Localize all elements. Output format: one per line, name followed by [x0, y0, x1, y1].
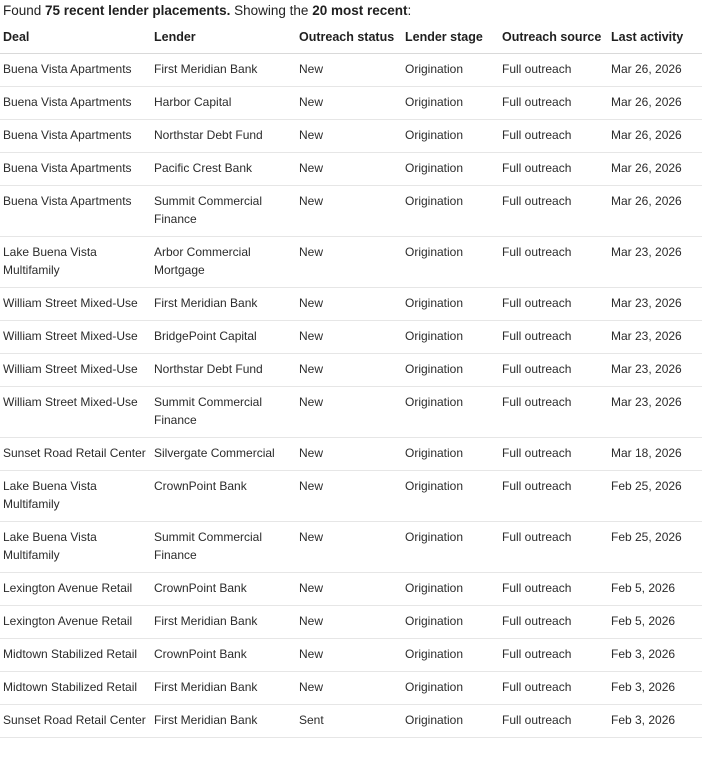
cell-lender-stage: Origination — [402, 672, 499, 705]
cell-outreach-source: Full outreach — [499, 387, 608, 438]
table-row — [0, 672, 702, 705]
table-row — [0, 153, 702, 186]
cell-lender: First Meridian Bank — [151, 705, 296, 738]
column-header-deal: Deal — [0, 24, 151, 54]
cell-deal: Buena Vista Apartments — [0, 120, 151, 153]
cell-outreach-source: Full outreach — [499, 87, 608, 120]
table-row — [0, 705, 702, 738]
table-row — [0, 87, 702, 120]
cell-lender-stage: Origination — [402, 705, 499, 738]
cell-deal: Buena Vista Apartments — [0, 54, 151, 87]
table-row — [0, 120, 702, 153]
cell-lender: Northstar Debt Fund — [151, 354, 296, 387]
cell-lender-stage: Origination — [402, 471, 499, 522]
cell-lender: Summit Commercial Finance — [151, 522, 296, 573]
cell-last-activity: Mar 23, 2026 — [608, 354, 702, 387]
table-row — [0, 54, 702, 87]
cell-deal: Buena Vista Apartments — [0, 186, 151, 237]
cell-lender: First Meridian Bank — [151, 672, 296, 705]
cell-outreach-source: Full outreach — [499, 705, 608, 738]
cell-outreach-status: New — [296, 321, 402, 354]
cell-lender: First Meridian Bank — [151, 54, 296, 87]
column-header-outreach-status: Outreach status — [296, 24, 402, 54]
cell-deal: Midtown Stabilized Retail — [0, 672, 151, 705]
cell-deal: Lexington Avenue Retail — [0, 606, 151, 639]
cell-deal: William Street Mixed-Use — [0, 288, 151, 321]
cell-lender: Summit Commercial Finance — [151, 387, 296, 438]
summary-suffix: : — [407, 3, 412, 18]
summary-middle: Showing the — [230, 3, 313, 18]
table-row — [0, 354, 702, 387]
cell-last-activity: Mar 23, 2026 — [608, 321, 702, 354]
table-header-row — [0, 24, 702, 54]
summary-prefix: Found — [3, 3, 46, 18]
cell-outreach-source: Full outreach — [499, 573, 608, 606]
cell-last-activity: Mar 26, 2026 — [608, 120, 702, 153]
cell-outreach-status: New — [296, 120, 402, 153]
cell-deal: Buena Vista Apartments — [0, 153, 151, 186]
cell-last-activity: Mar 26, 2026 — [608, 54, 702, 87]
cell-lender: CrownPoint Bank — [151, 471, 296, 522]
cell-outreach-status: New — [296, 522, 402, 573]
cell-last-activity: Mar 18, 2026 — [608, 438, 702, 471]
cell-last-activity: Feb 3, 2026 — [608, 639, 702, 672]
cell-last-activity: Mar 26, 2026 — [608, 153, 702, 186]
summary-shown: 20 most recent — [312, 3, 408, 18]
cell-outreach-status: New — [296, 639, 402, 672]
cell-outreach-status: New — [296, 438, 402, 471]
cell-lender-stage: Origination — [402, 120, 499, 153]
table-row — [0, 639, 702, 672]
cell-outreach-source: Full outreach — [499, 288, 608, 321]
cell-deal: Sunset Road Retail Center — [0, 705, 151, 738]
cell-lender-stage: Origination — [402, 321, 499, 354]
cell-deal: Midtown Stabilized Retail — [0, 639, 151, 672]
cell-last-activity: Feb 3, 2026 — [608, 672, 702, 705]
table-row — [0, 237, 702, 288]
cell-last-activity: Mar 23, 2026 — [608, 387, 702, 438]
cell-outreach-source: Full outreach — [499, 606, 608, 639]
table-row — [0, 438, 702, 471]
cell-outreach-source: Full outreach — [499, 120, 608, 153]
cell-deal: Lake Buena Vista Multifamily — [0, 471, 151, 522]
column-header-outreach-source: Outreach source — [499, 24, 608, 54]
cell-last-activity: Mar 23, 2026 — [608, 288, 702, 321]
table-row — [0, 606, 702, 639]
cell-outreach-status: New — [296, 354, 402, 387]
cell-outreach-status: New — [296, 672, 402, 705]
cell-outreach-status: New — [296, 471, 402, 522]
table-row — [0, 186, 702, 237]
cell-outreach-status: New — [296, 573, 402, 606]
cell-outreach-status: New — [296, 237, 402, 288]
cell-outreach-source: Full outreach — [499, 354, 608, 387]
cell-deal: Sunset Road Retail Center — [0, 438, 151, 471]
cell-lender: CrownPoint Bank — [151, 639, 296, 672]
cell-outreach-status: New — [296, 387, 402, 438]
cell-outreach-status: New — [296, 186, 402, 237]
cell-outreach-source: Full outreach — [499, 471, 608, 522]
cell-outreach-source: Full outreach — [499, 186, 608, 237]
cell-last-activity: Mar 23, 2026 — [608, 237, 702, 288]
cell-lender-stage: Origination — [402, 573, 499, 606]
cell-outreach-source: Full outreach — [499, 321, 608, 354]
cell-deal: William Street Mixed-Use — [0, 321, 151, 354]
cell-lender: Northstar Debt Fund — [151, 120, 296, 153]
cell-lender: First Meridian Bank — [151, 606, 296, 639]
cell-last-activity: Feb 5, 2026 — [608, 573, 702, 606]
column-header-lender-stage: Lender stage — [402, 24, 499, 54]
cell-outreach-status: New — [296, 153, 402, 186]
cell-last-activity: Feb 25, 2026 — [608, 522, 702, 573]
cell-lender: Harbor Capital — [151, 87, 296, 120]
cell-outreach-status: Sent — [296, 705, 402, 738]
cell-outreach-source: Full outreach — [499, 438, 608, 471]
table-row — [0, 573, 702, 606]
cell-outreach-status: New — [296, 54, 402, 87]
cell-lender: Pacific Crest Bank — [151, 153, 296, 186]
cell-lender-stage: Origination — [402, 54, 499, 87]
cell-lender: CrownPoint Bank — [151, 573, 296, 606]
cell-outreach-source: Full outreach — [499, 672, 608, 705]
cell-lender-stage: Origination — [402, 288, 499, 321]
cell-lender-stage: Origination — [402, 153, 499, 186]
cell-lender-stage: Origination — [402, 354, 499, 387]
cell-lender-stage: Origination — [402, 186, 499, 237]
cell-lender: Arbor Commercial Mortgage — [151, 237, 296, 288]
cell-lender-stage: Origination — [402, 639, 499, 672]
cell-lender: Silvergate Commercial — [151, 438, 296, 471]
table-body — [0, 54, 702, 738]
cell-lender: BridgePoint Capital — [151, 321, 296, 354]
cell-lender: First Meridian Bank — [151, 288, 296, 321]
cell-deal: Lake Buena Vista Multifamily — [0, 237, 151, 288]
cell-lender-stage: Origination — [402, 237, 499, 288]
cell-outreach-status: New — [296, 87, 402, 120]
cell-lender-stage: Origination — [402, 522, 499, 573]
cell-deal: Lexington Avenue Retail — [0, 573, 151, 606]
cell-last-activity: Feb 25, 2026 — [608, 471, 702, 522]
placements-table — [0, 24, 702, 738]
cell-deal: William Street Mixed-Use — [0, 387, 151, 438]
cell-outreach-status: New — [296, 288, 402, 321]
cell-lender-stage: Origination — [402, 387, 499, 438]
table-row — [0, 321, 702, 354]
cell-last-activity: Mar 26, 2026 — [608, 186, 702, 237]
table-row — [0, 387, 702, 438]
table-row — [0, 471, 702, 522]
cell-lender-stage: Origination — [402, 438, 499, 471]
cell-last-activity: Feb 5, 2026 — [608, 606, 702, 639]
table-row — [0, 288, 702, 321]
cell-lender: Summit Commercial Finance — [151, 186, 296, 237]
cell-outreach-source: Full outreach — [499, 54, 608, 87]
cell-lender-stage: Origination — [402, 87, 499, 120]
column-header-last-activity: Last activity — [608, 24, 702, 54]
cell-last-activity: Feb 3, 2026 — [608, 705, 702, 738]
results-summary — [3, 2, 411, 20]
cell-outreach-status: New — [296, 606, 402, 639]
cell-outreach-source: Full outreach — [499, 237, 608, 288]
cell-outreach-source: Full outreach — [499, 153, 608, 186]
column-header-lender: Lender — [151, 24, 296, 54]
cell-last-activity: Mar 26, 2026 — [608, 87, 702, 120]
cell-lender-stage: Origination — [402, 606, 499, 639]
cell-outreach-source: Full outreach — [499, 639, 608, 672]
cell-deal: William Street Mixed-Use — [0, 354, 151, 387]
cell-deal: Buena Vista Apartments — [0, 87, 151, 120]
table-row — [0, 522, 702, 573]
summary-count: 75 recent lender placements. — [45, 3, 231, 18]
cell-outreach-source: Full outreach — [499, 522, 608, 573]
cell-deal: Lake Buena Vista Multifamily — [0, 522, 151, 573]
